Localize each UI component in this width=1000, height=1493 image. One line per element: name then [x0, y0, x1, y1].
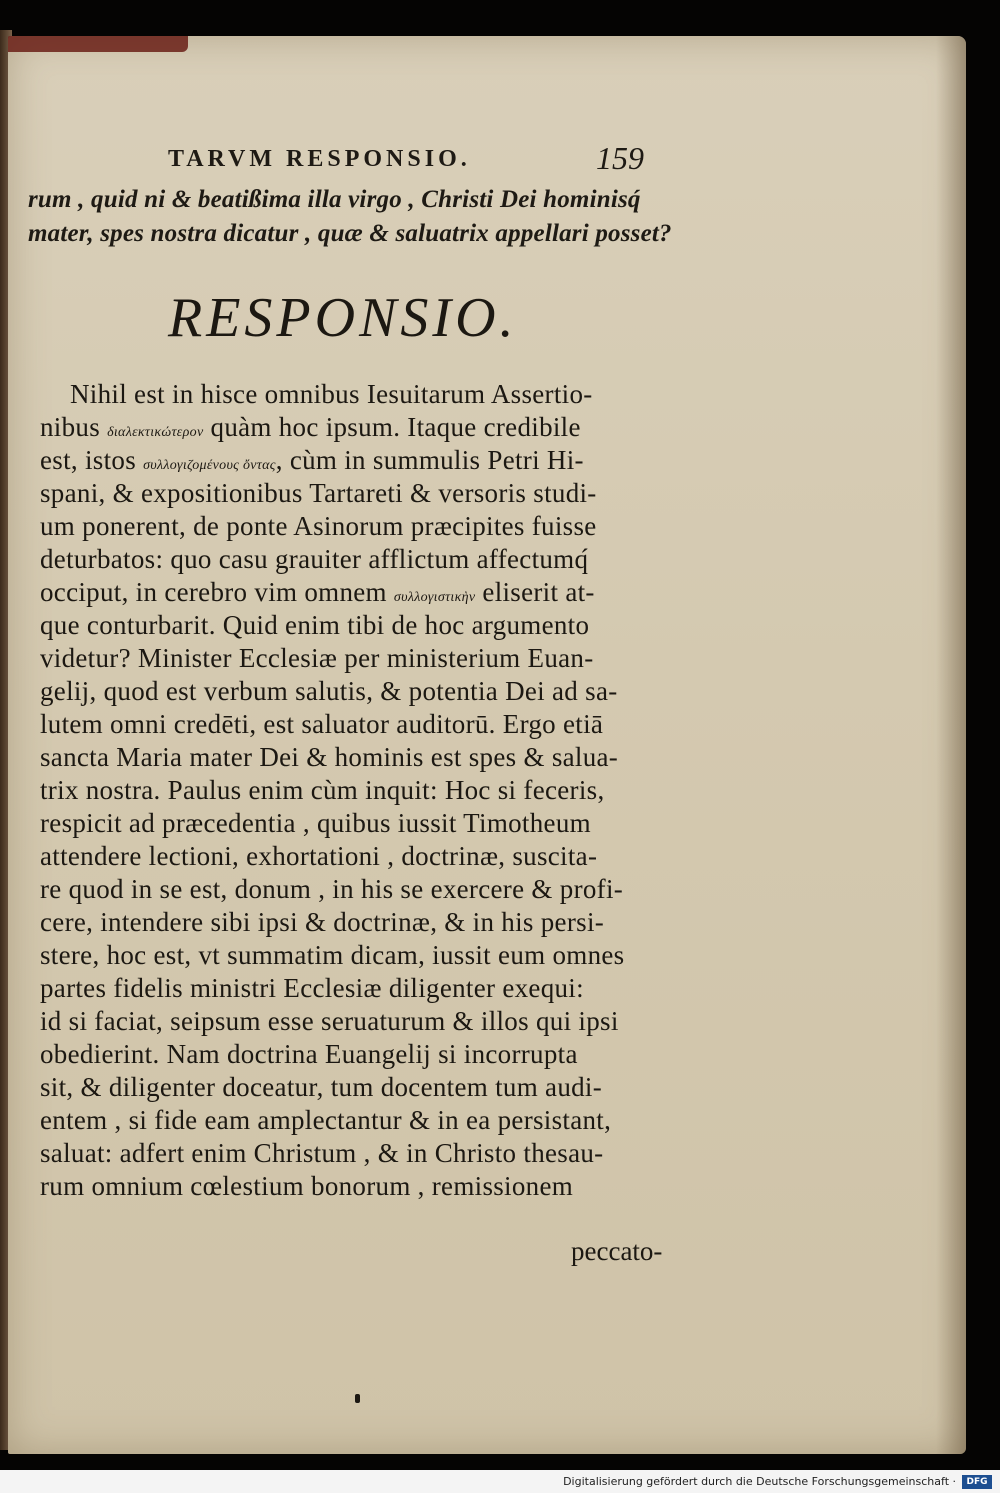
text-line: Nihil est in hisce omnibus Iesuitarum Assertio-	[70, 379, 593, 409]
text-line: id si faciat, seipsum esse seruaturum & illos qui ipsi	[40, 1006, 619, 1036]
text-line: stere, hoc est, vt summatim dicam, iussit eum omnes	[40, 940, 625, 970]
text-line: que conturbarit. Quid enim tibi de hoc argumento	[40, 610, 590, 640]
text-line	[40, 577, 680, 608]
text-line: rum omnium cœlestium bonorum , remissionem	[40, 1171, 574, 1201]
catchword: peccato-	[571, 1236, 663, 1266]
text-line: spani, & expositionibus Tartareti & versoris studi-	[40, 478, 597, 508]
text-line: sit, & diligenter doceatur, tum docentem tum audi-	[40, 1072, 603, 1102]
footer-bar	[0, 1470, 1000, 1493]
text-line: re quod in se est, donum , in his se exercere & profi-	[40, 874, 624, 904]
page-shadow	[936, 36, 966, 1454]
running-head: TARVM RESPONSIO.	[168, 146, 471, 172]
funding-notice: Digitalisierung gefördert durch die Deutsche Forschungsgemeinschaft ·	[563, 1475, 956, 1488]
text-segment: quàm hoc ipsum. Itaque credibile	[203, 412, 581, 442]
italic-line: rum , quid ni & beatißima illa virgo , Christi Dei hominisq́	[28, 186, 641, 213]
text-line: attendere lectioni, exhortationi , doctrinæ, suscita-	[40, 841, 598, 871]
greek-text: διαλεκτικώτερον	[107, 425, 204, 440]
text-line: partes fidelis ministri Ecclesiæ diligenter exequi:	[40, 973, 584, 1003]
italic-line: mater, spes nostra dicatur , quæ & saluatrix appellari posset?	[28, 220, 672, 247]
greek-text: συλλογιζομένους ὄντας	[143, 458, 276, 473]
text-line: deturbatos: quo casu grauiter afflictum affectumq́	[40, 544, 589, 574]
text-line: sancta Maria mater Dei & hominis est spes & salua-	[40, 742, 619, 772]
section-heading: RESPONSIO.	[168, 287, 518, 349]
text-line: um ponerent, de ponte Asinorum præcipites fuisse	[40, 511, 597, 541]
text-line: obedierint. Nam doctrina Euangelij si incorrupta	[40, 1039, 578, 1069]
greek-text: συλλογιστικὴν	[393, 590, 476, 605]
text-line: saluat: adfert enim Christum , & in Christo thesau-	[40, 1138, 604, 1168]
text-line	[40, 412, 680, 443]
text-line: cere, intendere sibi ipsi & doctrinæ, & in his persi-	[40, 907, 605, 937]
text-segment: eliserit at-	[475, 577, 595, 607]
text-line: entem , si fide eam amplectantur & in ea persistant,	[40, 1105, 612, 1135]
red-binding-stain	[8, 36, 188, 52]
text-line: lutem omni credēti, est saluator auditorū. Ergo etiā	[40, 709, 604, 739]
text-segment: , cùm in summulis Petri Hi-	[275, 445, 584, 475]
dfg-logo: DFG	[962, 1475, 992, 1489]
text-segment: occiput, in cerebro vim omnem	[40, 577, 394, 607]
ink-dot	[355, 1394, 360, 1403]
page-number: 159	[596, 140, 644, 176]
text-line: respicit ad præcedentia , quibus iussit Timotheum	[40, 808, 591, 838]
text-segment: est, istos	[40, 445, 144, 475]
text-line	[40, 445, 680, 476]
text-line: trix nostra. Paulus enim cùm inquit: Hoc si feceris,	[40, 775, 605, 805]
text-line: gelij, quod est verbum salutis, & potentia Dei ad sa-	[40, 676, 618, 706]
text-line: videtur? Minister Ecclesiæ per ministerium Euan-	[40, 643, 594, 673]
book-page	[8, 36, 966, 1454]
text-segment: nibus	[40, 412, 108, 442]
